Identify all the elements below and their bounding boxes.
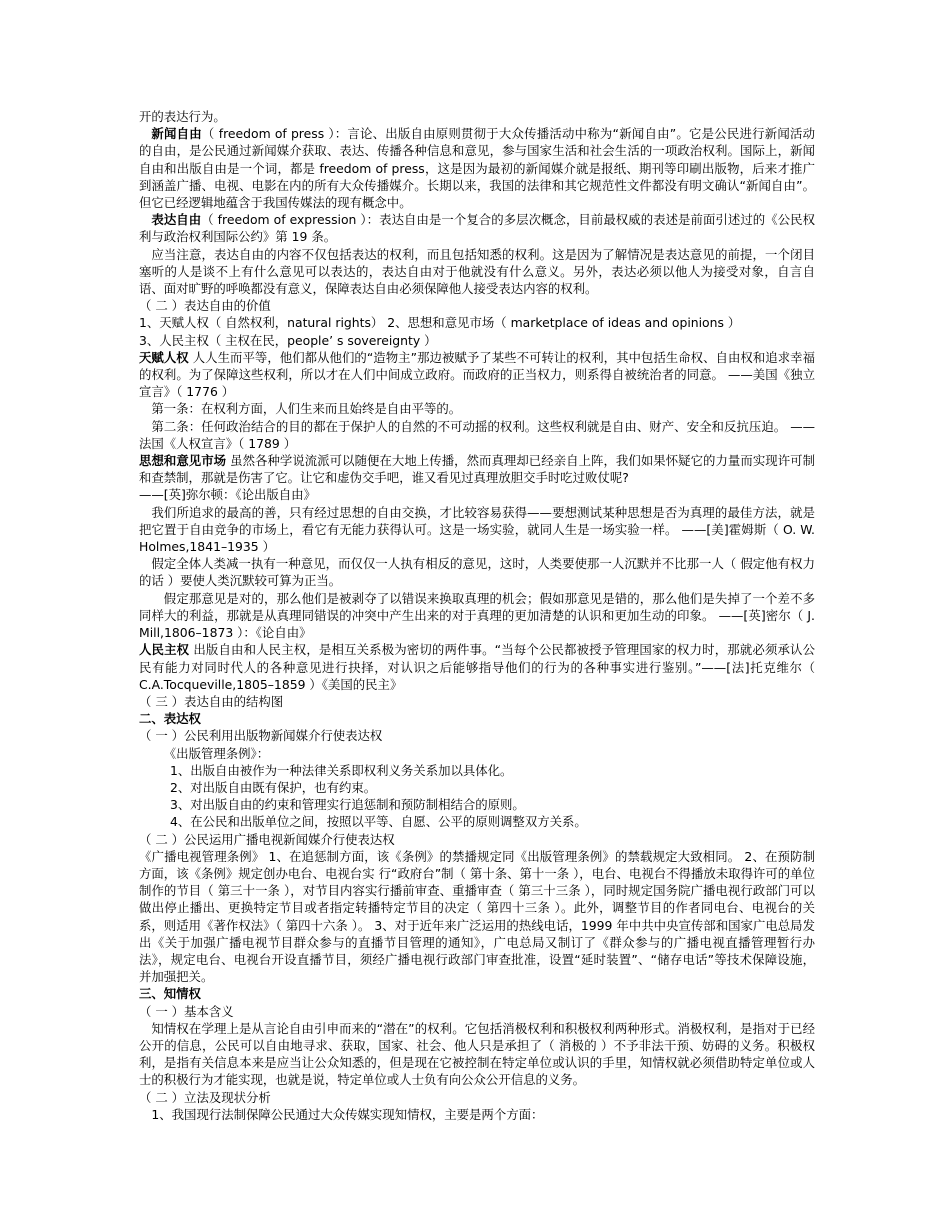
paragraph-intro: 开的表达行为。 [139,109,226,124]
section-heading-basic-meaning: （ 一 ）基本含义 [139,1003,234,1019]
section-heading-value: （ 二 ）表达自由的价值 [139,298,271,314]
paragraph-mill-1: 假定全体人类减一执有一种意见，而仅仅一人执有相反的意见，这时，人类要使那一人沉默并不比那一人（ 假定他有权力的话 ）要使人类沉默较可算为正当。 [139,556,815,589]
paragraph-basic-meaning: 知情权在学理上是从言论自由引申而来的“潜在”的权利。它包括消极权利和积极权利两种形式。消极权利，是指对于已经公开的信息，公民可以自由地寻求、获取，国家、社会、他人只是承担了（ 消极的 ）不予非法干预、妨碍的义务。积极权利，是指有关信息本来是应当让公众知悉的，但是现在它被控制在特定单位或认识的手里，知情权就必须借助特定单位或人士的积极行为才能实现，也就是说，特定单位或人士负有向公众公开信息的义务。 [139,1020,815,1088]
paragraph-natural-rights [139,349,815,401]
term-freedom-of-expression: 表达自由 [151,212,202,228]
heading-right-of-expression: 二、表达权 [139,711,201,727]
publication-item-4: 4、在公民和出版单位之间，按照以平等、自愿、公平的原则调整双方关系。 [170,814,587,830]
text-freedom-of-expression: （ freedom of expression ）：表达自由是一个复合的多层次概念，目前最权威的表述是前面引述过的《公民权利与政治权利国际公约》第 19 条。 [139,212,816,245]
paragraph-freedom-of-expression [139,211,815,245]
paragraph-legislation-1: 1、我国现行法制保障公民通过大众传媒实现知情权，主要是两个方面： [151,1106,544,1122]
document-page [139,108,815,1123]
paragraph-mill-2: 假定那意见是对的，那么他们是被剥夺了以错误来换取真理的机会；假如那意见是错的，那么他们是失掉了一个差不多同样大的利益，那就是从真理同错误的冲突中产生出来的对于真理的更加清楚的认识和更加生动的印象。 ——[英]密尔（ J. Mill,1806–1873 ）：《论自由》 [139,590,815,641]
paragraph-freedom-of-press [139,125,815,211]
publication-item-2: 2、对出版自由既有保护，也有约束。 [170,779,377,795]
publication-item-1: 1、出版自由被作为一种法律关系即权利义务关系加以具体化。 [170,762,513,778]
section-heading-broadcast: （ 二 ）公民运用广播电视新闻媒介行使表达权 [139,831,395,847]
text-natural-rights: 人人生而平等，他们都从他们的“造物主”那边被赋予了某些不可转让的权利，其中包括生命权、自由权和追求幸福的权利。为了保障这些权利，所以才在人们中间成立政府。而政府的正当权力，则系得自被统治者的同意。 ——美国《独立宣言》（ 1776 ） [139,349,815,400]
paragraph-note: 应当注意，表达自由的内容不仅包括表达的权利，而且包括知悉的权利。这是因为了解情况是表达意见的前提，一个闭目塞听的人是谈不上有什么意见可以表达的，表达自由对于他就没有什么意义。另外，表达必须以他人为接受对象，自言自语、面对旷野的呼唤都没有意义，保障表达自由必须保障他人接受表达内容的权利。 [139,246,815,297]
citation-milton: ——[英]弥尔顿：《论出版自由》 [139,487,316,503]
paragraph-article-2: 第二条：任何政治结合的目的都在于保护人的自然的不可动摇的权利。这些权利就是自由、财产、安全和反抗压迫。 ——法国《人权宣言》（ 1789 ） [139,418,815,451]
value-list-line-1: 1、天赋人权（ 自然权利，natural rights） 2、思想和意见市场（ marketplace of ideas and opinions ） [139,315,741,331]
value-list-line-2: 3、人民主权（ 主权在民，people’ s sovereignty ） [139,332,437,348]
paragraph-holmes: 我们所追求的最高的善，只有经过思想的自由交换，才比较容易获得——要想测试某种思想是否为真理的最佳方法，就是把它置于自由竞争的市场上，看它有无能力获得认可。这是一场实验，就同人生是一场实验一样。 ——[美]霍姆斯（ O. W. Holmes,1841–1935 ） [139,504,815,555]
paragraph-marketplace [139,452,815,486]
paragraph-article-1: 第一条：在权利方面，人们生来而且始终是自由平等的。 [151,401,462,417]
publication-regulation-title: 《出版管理条例》： [163,745,270,761]
section-heading-publication: （ 一 ）公民利用出版物新闻媒介行使表达权 [139,728,383,744]
term-natural-rights: 天赋人权 [139,349,189,365]
publication-item-3: 3、对出版自由的约束和管理实行追惩制和预防制相结合的原则。 [170,797,525,813]
text-popular-sovereignty: 出版自由和人民主权，是相互关系极为密切的两件事。“当每个公民都被授予管理国家的权力时，那就必须承认公民有能力对同时代人的各种意见进行抉择，对认识之后能够指导他们的行为的各种事实进行鉴别。”——[法]托克维尔（ C.A.Tocqueville,1805–1859 ）《美国的民主》 [139,642,816,692]
heading-right-to-know: 三、知情权 [139,986,201,1002]
term-marketplace: 思想和意见市场 [139,453,227,469]
paragraph-broadcast: 《广播电视管理条例》 1、在追惩制方面，该《条例》的禁播规定同《出版管理条例》的禁载规定大致相同。 2、在预防制方面，该《条例》规定创办电台、电视台实 行“政府台”制（ 第十条、第十一条 ），电台、电视台不得播放未取得许可的单位制作的节目（ 第三十一条 ），对节目内容实行播前审查、重播审查（ 第三十三条 ），同时规定国务院广播电视行政部门可以做出停止播出、更换特定节目或者指定转播特定节目的决定（ 第四十三条 ）。此外，调整节目的作者同电台、电视台的关系，则适用《著作权法》（ 第四十六条 ）。 3、对于近年来广泛运用的热线电话，1999 年中共中央宣传部和国家广电总局发出《关于加强广播电视节目群众参与的直播节目管理的通知》，广电总局又制订了《群众参与的广播电视直播管理暂行办法》，规定电台、电视台开设直播节目，须经广播电视行政部门审查批准，设置“延时装置”、“储存电话”等技术保障设施，并加强把关。 [139,848,815,985]
term-popular-sovereignty: 人民主权 [139,642,190,658]
text-freedom-of-press: （ freedom of press ）：言论、出版自由原则贯彻于大众传播活动中称为“新闻自由”。它是公民进行新闻活动的自由，是公民通过新闻媒介获取、表达、传播各种信息和意见，参与国家生活和社会生活的一项政治权利。国际上，新闻自由和出版自由是一个词，都是 freedom of press，这是因为最初的新闻媒介就是报纸、期刊等印刷出版物，后来才推广到涵盖广播、电视、电影在内的所有大众传播媒介。长期以来，我国的法律和其它规范性文件都没有明文确认“新闻自由”。但它已经逻辑地蕴含于我国传媒法的现有概念中。 [139,126,815,211]
paragraph-popular-sovereignty [139,641,815,693]
section-heading-legislation: （ 二 ）立法及现状分析 [139,1089,271,1105]
text-marketplace: 虽然各种学说流派可以随便在大地上传播，然而真理却已经亲自上阵，我们如果怀疑它的力量而实现许可制和查禁制，那就是伤害了它。让它和虚伪交手吧，谁又看见过真理放胆交手时吃过败仗呢? [139,453,815,486]
term-freedom-of-press: 新闻自由 [151,126,202,142]
section-heading-structure: （ 三 ）表达自由的结构图 [139,693,284,709]
